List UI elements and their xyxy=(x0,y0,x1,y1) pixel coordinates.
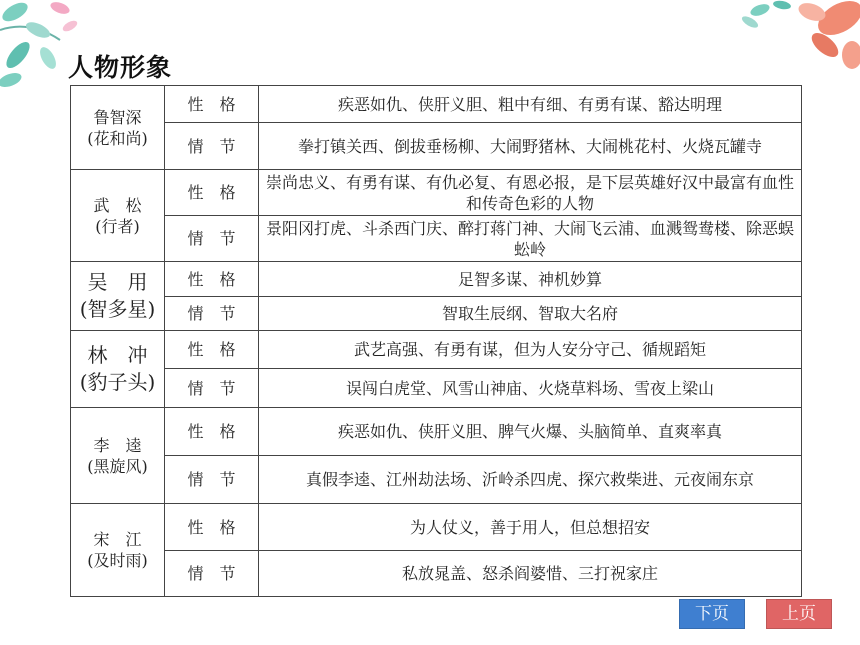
traits-label: 性 格 xyxy=(165,86,259,123)
plot-text: 拳打镇关西、倒拔垂杨柳、大闹野猪林、大闹桃花村、火烧瓦罐寺 xyxy=(259,123,802,170)
table-row xyxy=(71,123,802,170)
character-alias: (及时雨) xyxy=(87,551,148,570)
traits-text: 为人仗义，善于用人，但总想招安 xyxy=(259,504,802,551)
traits-text: 疾恶如仇、侠肝义胆、粗中有细、有勇有谋、豁达明理 xyxy=(259,86,802,123)
table-row xyxy=(71,551,802,597)
character-name: 吴 用 xyxy=(87,270,148,294)
traits-text: 疾恶如仇、侠肝义胆、脾气火爆、头脑简单、直爽率真 xyxy=(259,408,802,456)
table-row xyxy=(71,504,802,551)
character-name: 鲁智深 xyxy=(93,107,142,127)
plot-label: 情 节 xyxy=(165,297,259,331)
traits-text: 武艺高强、有勇有谋，但为人安分守己、循规蹈矩 xyxy=(259,331,802,369)
next-page-button[interactable]: 下页 xyxy=(679,599,745,629)
character-name: 李 逵 xyxy=(93,435,142,455)
table-row xyxy=(71,456,802,504)
table-row xyxy=(71,331,802,369)
character-alias: (智多星) xyxy=(79,297,156,321)
previous-page-button[interactable]: 上页 xyxy=(766,599,832,629)
traits-label: 性 格 xyxy=(165,408,259,456)
character-alias: (豹子头) xyxy=(79,370,156,394)
page-title: 人物形象 xyxy=(68,53,173,82)
character-name-cell xyxy=(71,504,165,597)
plot-label: 情 节 xyxy=(165,369,259,408)
character-name: 武 松 xyxy=(93,195,142,215)
leaf-branch-top-right-icon xyxy=(730,0,860,75)
table-row xyxy=(71,86,802,123)
plot-text: 误闯白虎堂、风雪山神庙、火烧草料场、雪夜上梁山 xyxy=(259,369,802,408)
character-alias: (黑旋风) xyxy=(87,456,148,476)
plot-label: 情 节 xyxy=(165,551,259,597)
character-name: 宋 江 xyxy=(93,530,142,549)
character-name: 林 冲 xyxy=(87,343,148,367)
table-row xyxy=(71,262,802,297)
plot-label: 情 节 xyxy=(165,123,259,170)
character-name-cell xyxy=(71,170,165,262)
traits-label: 性 格 xyxy=(165,504,259,551)
plot-text: 智取生辰纲、智取大名府 xyxy=(259,297,802,331)
table-row xyxy=(71,369,802,408)
traits-text: 崇尚忠义、有勇有谋、有仇必复、有恩必报，是下层英雄好汉中最富有血性和传奇色彩的人物 xyxy=(259,170,802,216)
table-row xyxy=(71,170,802,216)
traits-label: 性 格 xyxy=(165,331,259,369)
character-name-cell xyxy=(71,262,165,331)
traits-text: 足智多谋、神机妙算 xyxy=(259,262,802,297)
plot-text: 真假李逵、江州劫法场、沂岭杀四虎、探穴救柴进、元夜闹东京 xyxy=(259,456,802,504)
character-alias: (花和尚) xyxy=(87,128,148,148)
table-row xyxy=(71,408,802,456)
character-name-cell xyxy=(71,86,165,170)
plot-label: 情 节 xyxy=(165,216,259,262)
character-table xyxy=(70,85,802,597)
traits-label: 性 格 xyxy=(165,262,259,297)
plot-text: 景阳冈打虎、斗杀西门庆、醉打蒋门神、大闹飞云浦、血溅鸳鸯楼、除恶蜈蚣岭 xyxy=(259,216,802,262)
table-row xyxy=(71,297,802,331)
character-name-cell xyxy=(71,331,165,408)
plot-label: 情 节 xyxy=(165,456,259,504)
table-row xyxy=(71,216,802,262)
character-name-cell xyxy=(71,408,165,504)
character-alias: (行者) xyxy=(95,216,140,236)
plot-text: 私放晁盖、怒杀阎婆惜、三打祝家庄 xyxy=(259,551,802,597)
traits-label: 性 格 xyxy=(165,170,259,216)
